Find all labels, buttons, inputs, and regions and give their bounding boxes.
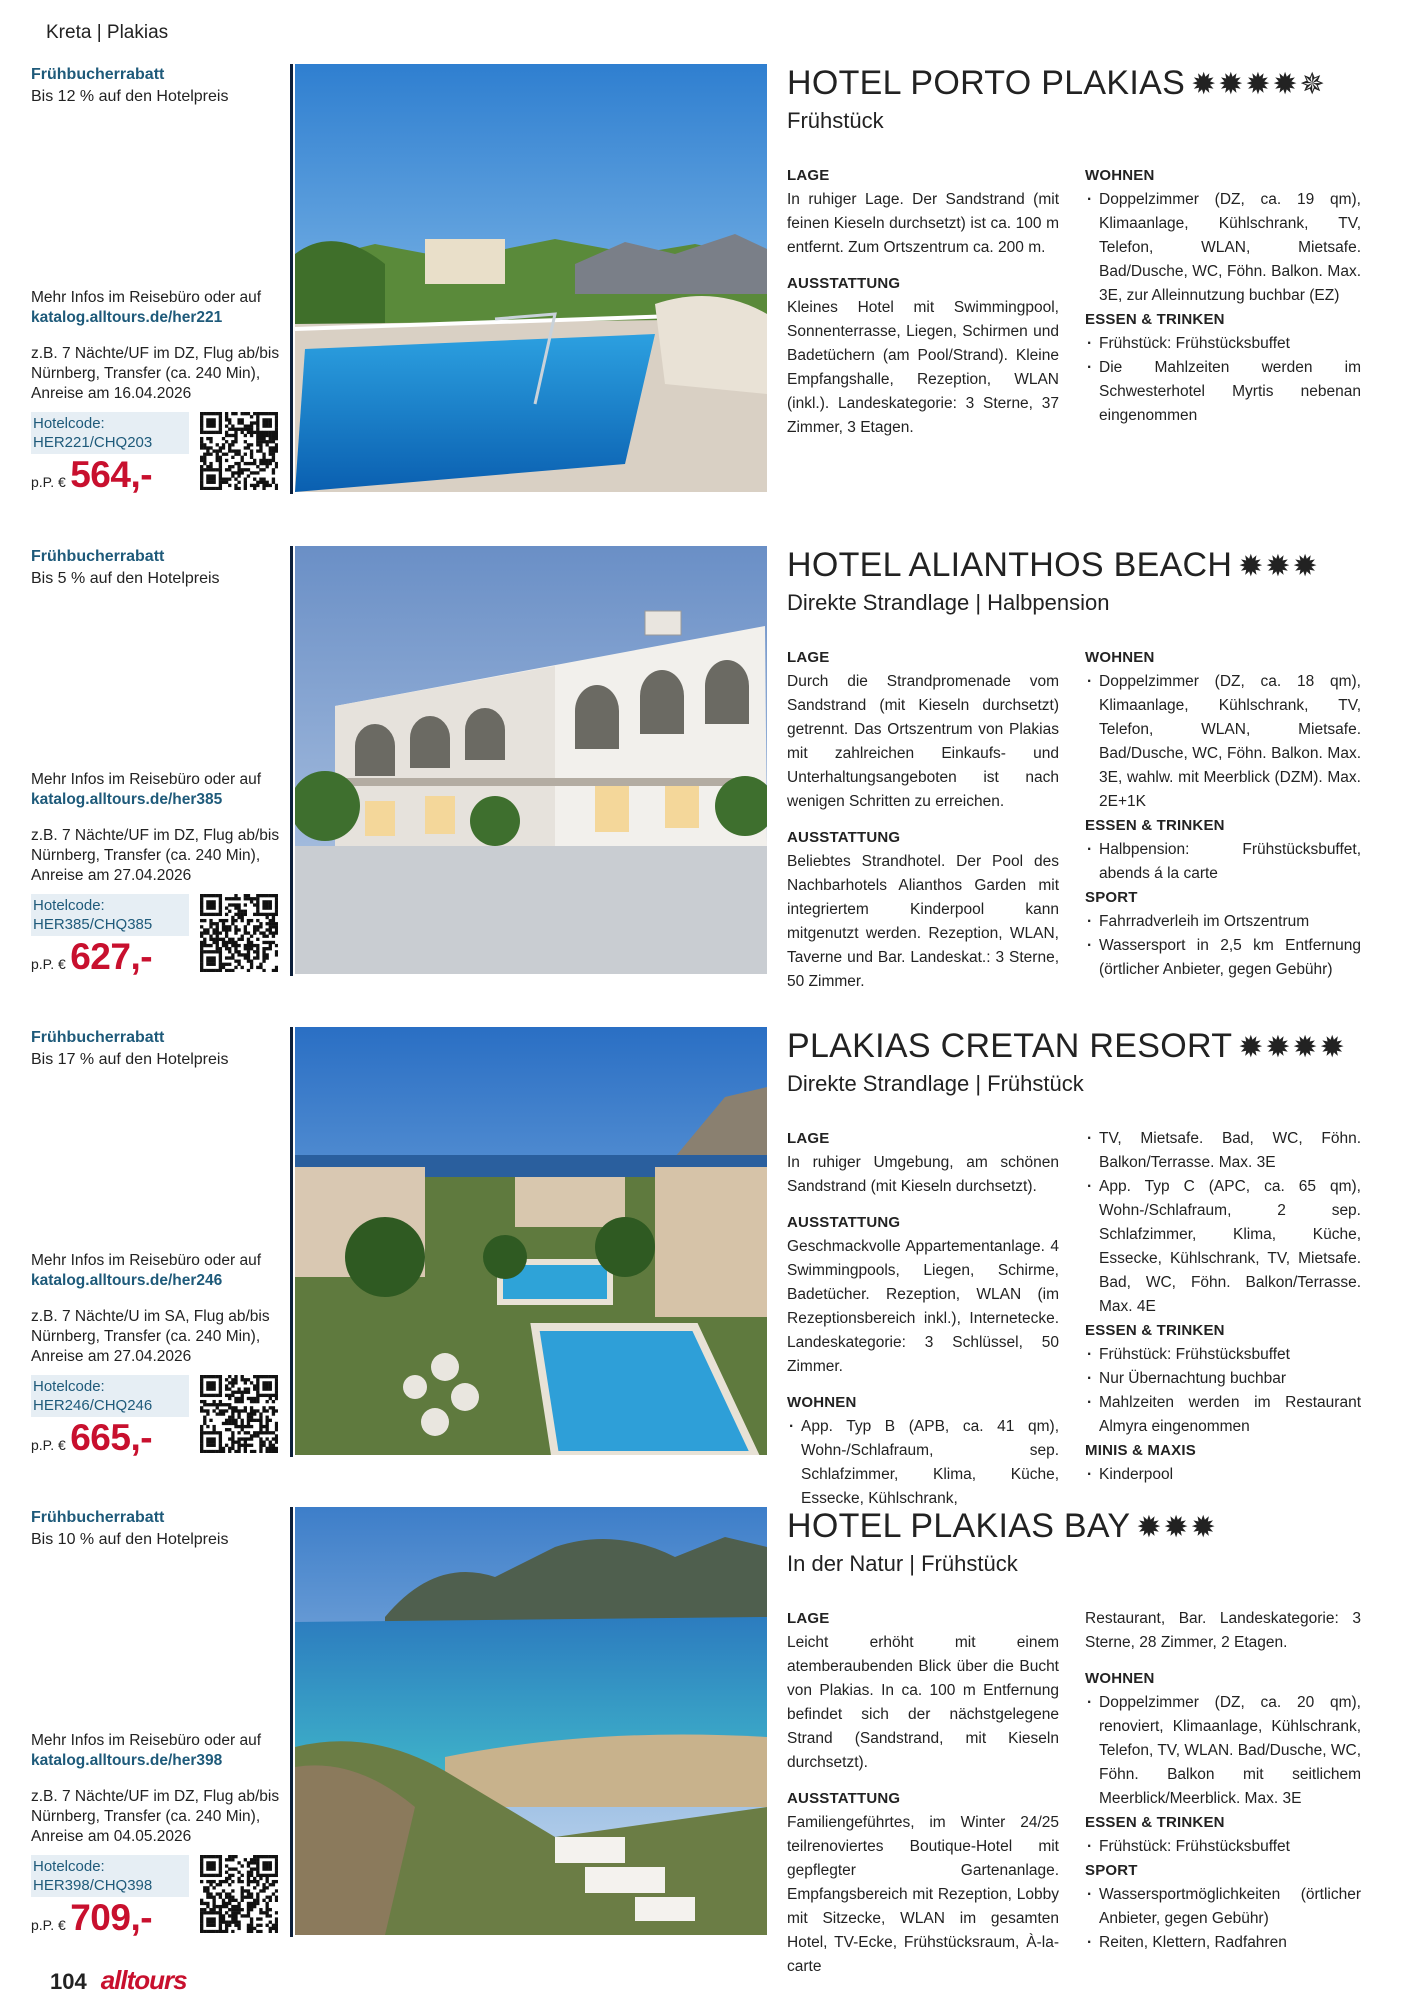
details-column-1 (787, 164, 1059, 452)
bullet-list (1085, 188, 1361, 308)
hotel-code: HER246/CHQ246 (33, 1397, 153, 1414)
price-prefix: p.P. € (31, 474, 66, 490)
bullet-item: · TV, Mietsafe. Bad, WC, Föhn. Balkon/Terrasse. Max. 3E (1085, 1127, 1361, 1175)
discount-text: Bis 17 % auf den Hotelpreis (31, 1051, 229, 1068)
hotel-subtitle: Frühstück (787, 108, 884, 133)
bullet-item: · Frühstück: Frühstücksbuffet (1085, 1343, 1361, 1367)
price-amount: 709,- (70, 1897, 153, 1938)
catalog-link[interactable]: katalog.alltours.de/her385 (31, 791, 223, 808)
hotel-entry-plakias-cretan-resort (0, 1027, 1414, 1507)
trip-example: z.B. 7 Nächte/UF im DZ, Flug ab/bis Nürnberg, Transfer (ca. 240 Min), Anreise am 04.05.2026 (31, 1788, 280, 1845)
detail-section (787, 1787, 1059, 1979)
hotel-entry-porto-plakias (0, 64, 1414, 504)
bullet-item: · Reiten, Klettern, Radfahren (1085, 1931, 1361, 1955)
qr-code-icon[interactable] (200, 1375, 278, 1453)
bullet-item: · Wassersport in 2,5 km Entfernung (örtlicher Anbieter, gegen Gebühr) (1085, 934, 1361, 982)
section-text: In ruhiger Lage. Der Sandstrand (mit feinen Kieseln durchsetzt) ist ca. 100 m entfernt. Zum Ortszentrum ca. 200 m. (787, 191, 1059, 256)
detail-section (787, 646, 1059, 814)
breadcrumb: Kreta | Plakias (46, 22, 169, 43)
price (31, 1897, 152, 1939)
early-booking-discount (31, 1507, 281, 1551)
price (31, 936, 152, 978)
section-heading: WOHNEN (1085, 167, 1155, 184)
price (31, 1417, 152, 1459)
section-heading: MINIS & MAXIS (1085, 1442, 1196, 1459)
divider-line (290, 546, 293, 976)
section-text: Familiengeführtes, im Winter 24/25 teilrenoviertes Boutique-Hotel mit gepflegter Gartenanlage. Empfangsbereich mit Rezeption, Lobby mit Sitzecke, WLAN im gesamten Hotel, TV-Ecke, Frühstücksraum, À-la-carte (787, 1814, 1059, 1975)
rating-stars-icon: ✹✹✹✹ (1238, 1031, 1347, 1064)
hotel-photo-building (295, 546, 767, 974)
bullet-item: · Halbpension: Frühstücksbuffet, abends á la carte (1085, 838, 1361, 886)
detail-section (1085, 1607, 1361, 1655)
discount-text: Bis 5 % auf den Hotelpreis (31, 570, 220, 587)
hotel-name-text: HOTEL ALIANTHOS BEACH (787, 546, 1233, 584)
detail-section (1085, 1859, 1361, 1955)
hotel-subtitle: Direkte Strandlage | Frühstück (787, 1071, 1084, 1096)
hotel-code-label: Hotelcode: (33, 897, 105, 914)
catalog-link[interactable]: katalog.alltours.de/her246 (31, 1272, 223, 1289)
more-info-text: Mehr Infos im Reisebüro oder auf (31, 289, 262, 306)
details-column-2 (1085, 1127, 1361, 1487)
section-heading: AUSSTATTUNG (787, 1214, 901, 1231)
detail-section (787, 164, 1059, 260)
qr-pattern (200, 1375, 278, 1453)
detail-section (787, 826, 1059, 994)
discount-text: Bis 12 % auf den Hotelpreis (31, 88, 229, 105)
price-amount: 665,- (70, 1417, 153, 1458)
hotel-code: HER385/CHQ385 (33, 916, 153, 933)
hotel-code-label: Hotelcode: (33, 1378, 105, 1395)
hotel-name (787, 64, 1327, 103)
detail-section (1085, 308, 1361, 428)
bullet-item: · Nur Übernachtung buchbar (1085, 1367, 1361, 1391)
price-prefix: p.P. € (31, 1437, 66, 1453)
hotel-name (787, 1027, 1347, 1066)
bullet-list (1085, 910, 1361, 982)
bullet-item: · Doppelzimmer (DZ, ca. 20 qm), renoviert, Klimaanlage, Kühlschrank, Telefon, TV, WLAN. Bad/Dusche, WC, Föhn. Balkon mit seitlichem Meerblick/Meerblick. Max. 3E (1085, 1691, 1361, 1811)
hotel-entry-alianthos-beach (0, 546, 1414, 990)
hotel-code-box (31, 1375, 189, 1417)
hotel-entry-plakias-bay (0, 1507, 1414, 1975)
details-column-2 (1085, 1607, 1361, 1955)
early-booking-discount (31, 64, 281, 108)
detail-section (1085, 1439, 1361, 1487)
detail-section (787, 1391, 1059, 1511)
more-info (31, 1731, 286, 1771)
bullet-item: · Mahlzeiten werden im Restaurant Almyra eingenommen (1085, 1391, 1361, 1439)
early-booking-discount (31, 546, 281, 590)
price-prefix: p.P. € (31, 956, 66, 972)
catalog-link[interactable]: katalog.alltours.de/her398 (31, 1752, 223, 1769)
hotel-name (787, 546, 1320, 585)
page-number: 104 (50, 1969, 87, 1994)
detail-section (1085, 1811, 1361, 1859)
bullet-item: · Frühstück: Frühstücksbuffet (1085, 1835, 1361, 1859)
price-amount: 564,- (70, 454, 153, 495)
section-heading: ESSEN & TRINKEN (1085, 1814, 1225, 1831)
bullet-list (1085, 1463, 1361, 1487)
section-heading: AUSSTATTUNG (787, 1790, 901, 1807)
section-heading: ESSEN & TRINKEN (1085, 1322, 1225, 1339)
discount-title: Frühbucherrabatt (31, 1029, 165, 1046)
qr-pattern (200, 412, 278, 490)
bullet-list (1085, 1691, 1361, 1811)
section-text: Geschmackvolle Appartementanlage. 4 Swimmingpools, Liegen, Schirme, Badetücher. Rezeption, WLAN (im Rezeptionsbereich inkl.), Internetecke. Landeskategorie: 3 Schlüssel, 50 Zimmer. (787, 1238, 1059, 1375)
qr-pattern (200, 1855, 278, 1933)
bullet-list (1085, 1343, 1361, 1439)
bullet-list (1085, 1883, 1361, 1955)
section-heading: AUSSTATTUNG (787, 275, 901, 292)
divider-line (290, 1027, 293, 1457)
catalog-link[interactable]: katalog.alltours.de/her221 (31, 309, 223, 326)
hotel-name (787, 1507, 1218, 1546)
bullet-list (1085, 838, 1361, 886)
hotel-name-text: HOTEL PORTO PLAKIAS (787, 64, 1186, 102)
price-amount: 627,- (70, 936, 153, 977)
early-booking-discount (31, 1027, 281, 1071)
section-heading: WOHNEN (787, 1394, 857, 1411)
detail-section (1085, 886, 1361, 982)
hotel-code-box (31, 412, 189, 454)
details-column-2 (1085, 164, 1361, 428)
qr-code-icon[interactable] (200, 1855, 278, 1933)
discount-title: Frühbucherrabatt (31, 1509, 165, 1526)
detail-section (1085, 1127, 1361, 1319)
section-heading: WOHNEN (1085, 649, 1155, 666)
bullet-item: · App. Typ C (APC, ca. 65 qm), Wohn-/Schlafraum, 2 sep. Schlafzimmer, Klima, Küche, Essecke, Kühlschrank, TV, Mietsafe. Bad, WC, Föhn. Balkon/Terrasse. Max. 4E (1085, 1175, 1361, 1319)
page-footer (50, 1965, 187, 1996)
section-heading: LAGE (787, 1610, 830, 1627)
detail-section (1085, 814, 1361, 886)
qr-code-icon[interactable] (200, 894, 278, 972)
bullet-item: · Wassersportmöglichkeiten (örtlicher Anbieter, gegen Gebühr) (1085, 1883, 1361, 1931)
detail-section (1085, 646, 1361, 814)
section-text: Kleines Hotel mit Swimmingpool, Sonnenterrasse, Liegen, Schirmen und Badetüchern (am Pool/Strand). Kleine Empfangshalle, Rezeption, WLAN (inkl.). Landeskategorie: 3 Sterne, 37 Zimmer, 3 Etagen. (787, 299, 1059, 436)
hotel-photo-pool-terrace (295, 64, 767, 492)
section-text: Durch die Strandpromenade vom Sandstrand (mit Kieseln durchsetzt) getrennt. Das Ortszentrum von Plakias mit zahlreichen Einkaufs- und Unterhaltungsangeboten ist nach wenigen Schritten zu erreichen. (787, 673, 1059, 810)
bullet-item: · Frühstück: Frühstücksbuffet (1085, 332, 1361, 356)
hotel-name-text: PLAKIAS CRETAN RESORT (787, 1027, 1233, 1065)
divider-line (290, 1507, 293, 1937)
details-column-2 (1085, 646, 1361, 982)
hotel-code: HER398/CHQ398 (33, 1877, 153, 1894)
bullet-item: · Doppelzimmer (DZ, ca. 19 qm), Klimaanlage, Kühlschrank, TV, Telefon, WLAN, Mietsafe. Bad/Dusche, WC, Föhn. Balkon. Max. 3E, zur Alleinnutzung buchbar (EZ) (1085, 188, 1361, 308)
section-heading: ESSEN & TRINKEN (1085, 817, 1225, 834)
section-heading: LAGE (787, 649, 830, 666)
discount-text: Bis 10 % auf den Hotelpreis (31, 1531, 229, 1548)
section-heading: AUSSTATTUNG (787, 829, 901, 846)
details-column-1 (787, 646, 1059, 1006)
qr-pattern (200, 894, 278, 972)
bullet-item: · Fahrradverleih im Ortszentrum (1085, 910, 1361, 934)
bullet-item: · Doppelzimmer (DZ, ca. 18 qm), Klimaanlage, Kühlschrank, TV, Telefon, WLAN, Mietsafe. Bad/Dusche, WC, Föhn. Balkon. Max. 3E, wahlw. mit Meerblick (DZM). Max. 2E+1K (1085, 670, 1361, 814)
detail-section (1085, 164, 1361, 308)
section-text: Beliebtes Strandhotel. Der Pool des Nachbarhotels Alianthos Garden mit integriertem Kinderpool kann mitgenutzt werden. Rezeption, WLAN, Taverne und Bar. Landeskat.: 3 Sterne, 50 Zimmer. (787, 853, 1059, 990)
more-info (31, 288, 286, 328)
hotel-name-text: HOTEL PLAKIAS BAY (787, 1507, 1131, 1545)
details-column-1 (787, 1127, 1059, 1511)
trip-example: z.B. 7 Nächte/U im SA, Flug ab/bis Nürnberg, Transfer (ca. 240 Min), Anreise am 27.04.2026 (31, 1308, 270, 1365)
more-info (31, 1251, 286, 1291)
rating-stars-icon: ✹✹✹ (1136, 1511, 1218, 1544)
section-heading: ESSEN & TRINKEN (1085, 311, 1225, 328)
hotel-code-label: Hotelcode: (33, 415, 105, 432)
rating-stars-icon: ✹✹✹✹✵ (1191, 68, 1327, 101)
section-heading: SPORT (1085, 889, 1138, 906)
hotel-code-box (31, 894, 189, 936)
bullet-item: · Die Mahlzeiten werden im Schwesterhotel Myrtis nebenan eingenommen (1085, 356, 1361, 428)
more-info-text: Mehr Infos im Reisebüro oder auf (31, 1252, 262, 1269)
hotel-subtitle: Direkte Strandlage | Halbpension (787, 590, 1110, 615)
hotel-photo-bay-view (295, 1507, 767, 1935)
details-column-1 (787, 1607, 1059, 1991)
hotel-photo-resort-aerial (295, 1027, 767, 1455)
detail-section (787, 1211, 1059, 1379)
price-prefix: p.P. € (31, 1917, 66, 1933)
detail-section (787, 1127, 1059, 1199)
section-heading: WOHNEN (1085, 1670, 1155, 1687)
detail-section (1085, 1319, 1361, 1439)
section-heading: LAGE (787, 1130, 830, 1147)
discount-title: Frühbucherrabatt (31, 548, 165, 565)
bullet-list (787, 1415, 1059, 1511)
divider-line (290, 64, 293, 494)
bullet-list (1085, 1127, 1361, 1319)
section-heading: SPORT (1085, 1862, 1138, 1879)
bullet-list (1085, 1835, 1361, 1859)
section-text: Leicht erhöht mit einem atemberaubenden Blick über die Bucht von Plakias. In ca. 100 m Entfernung befindet sich der nächstgelegene Strand (Sandstrand, mit Kieseln durchsetzt). (787, 1634, 1059, 1771)
detail-section (1085, 1667, 1361, 1811)
section-heading: LAGE (787, 167, 830, 184)
bullet-item: · Kinderpool (1085, 1463, 1361, 1487)
brand-logo: alltours (100, 1965, 187, 1995)
more-info-text: Mehr Infos im Reisebüro oder auf (31, 771, 262, 788)
hotel-subtitle: In der Natur | Frühstück (787, 1551, 1018, 1576)
hotel-code: HER221/CHQ203 (33, 434, 153, 451)
price (31, 454, 152, 496)
trip-example: z.B. 7 Nächte/UF im DZ, Flug ab/bis Nürnberg, Transfer (ca. 240 Min), Anreise am 27.04.2026 (31, 827, 280, 884)
section-text: Restaurant, Bar. Landeskategorie: 3 Sterne, 28 Zimmer, 2 Etagen. (1085, 1610, 1361, 1651)
bullet-list (1085, 670, 1361, 814)
qr-code-icon[interactable] (200, 412, 278, 490)
trip-example: z.B. 7 Nächte/UF im DZ, Flug ab/bis Nürnberg, Transfer (ca. 240 Min), Anreise am 16.04.2026 (31, 345, 280, 402)
hotel-code-label: Hotelcode: (33, 1858, 105, 1875)
rating-stars-icon: ✹✹✹ (1238, 550, 1320, 583)
bullet-list (1085, 332, 1361, 428)
section-text: In ruhiger Umgebung, am schönen Sandstrand (mit Kieseln durchsetzt). (787, 1154, 1059, 1195)
more-info-text: Mehr Infos im Reisebüro oder auf (31, 1732, 262, 1749)
hotel-code-box (31, 1855, 189, 1897)
discount-title: Frühbucherrabatt (31, 66, 165, 83)
detail-section (787, 272, 1059, 440)
bullet-item: · App. Typ B (APB, ca. 41 qm), Wohn-/Schlafraum, sep. Schlafzimmer, Klima, Küche, Essecke, Kühlschrank, (787, 1415, 1059, 1511)
more-info (31, 770, 286, 810)
detail-section (787, 1607, 1059, 1775)
